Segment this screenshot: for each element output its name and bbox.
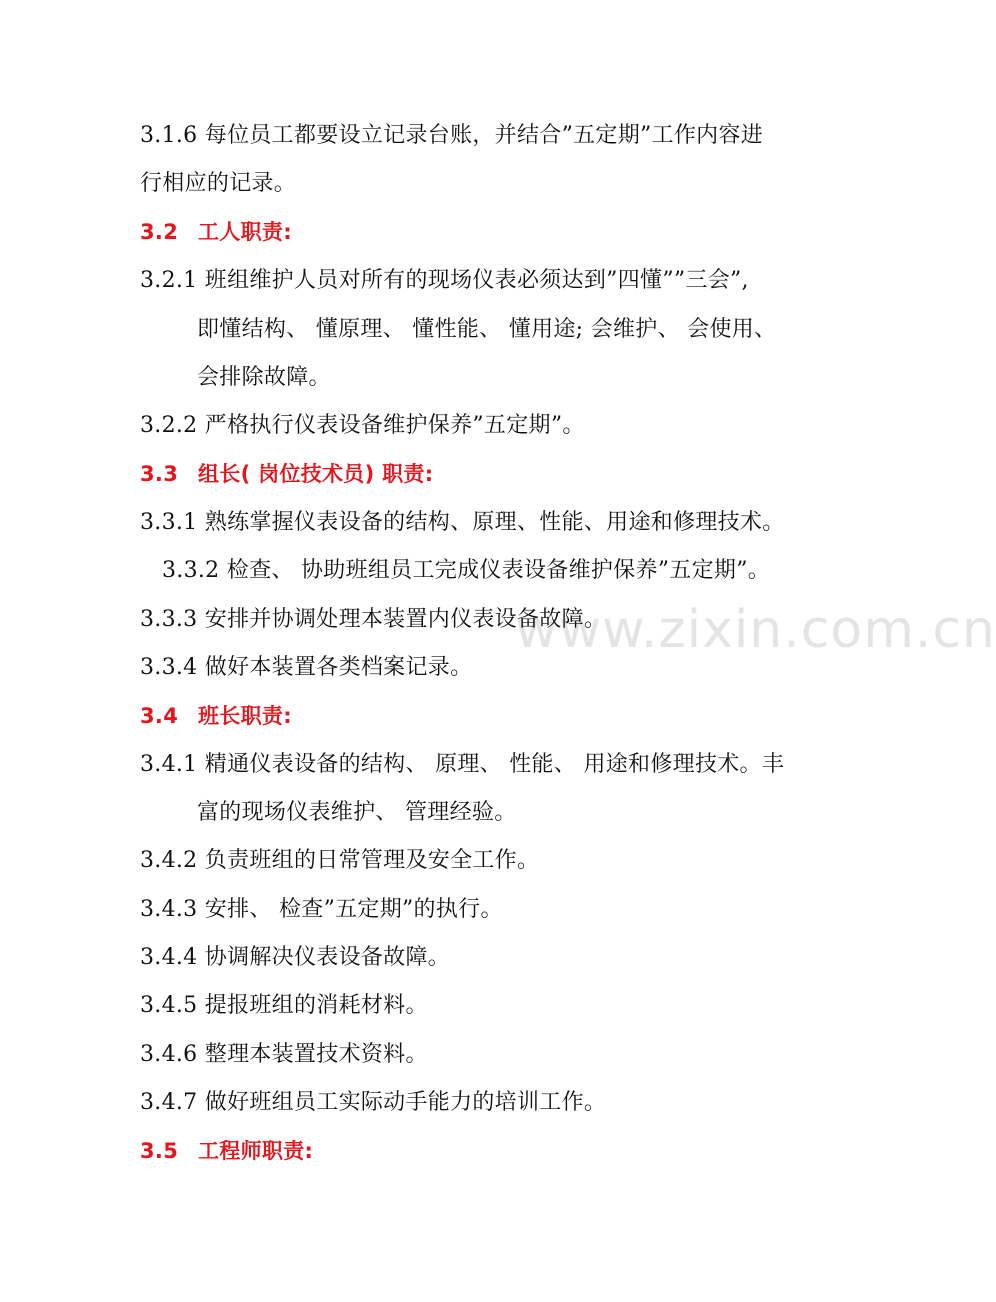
paragraph-3-4-6: 3.4.6 整理本装置技术资料。 — [140, 1042, 428, 1067]
section-heading-3-2 — [140, 217, 292, 247]
section-heading-3-4 — [140, 701, 292, 731]
paragraph-3-3-1: 3.3.1 熟练掌握仪表设备的结构、原理、性能、用途和修理技术。 — [140, 510, 785, 535]
paragraph-3-4-5: 3.4.5 提报班组的消耗材料。 — [140, 993, 428, 1018]
paragraph-3-2-1: 3.2.1 班组维护人员对所有的现场仪表必须达到”四懂””三会”, — [140, 268, 749, 293]
paragraph-3-4-3: 3.4.3 安排、 检查”五定期”的执行。 — [140, 897, 503, 922]
section-title: 工人职责: — [198, 220, 292, 244]
paragraph-3-4-4: 3.4.4 协调解决仪表设备故障。 — [140, 945, 451, 970]
paragraph-3-3-4: 3.3.4 做好本装置各类档案记录。 — [140, 655, 473, 680]
paragraph-3-4-1-cont: 富的现场仪表维护、 管理经验。 — [197, 800, 517, 825]
paragraph-3-3-2: 3.3.2 检查、 协助班组员工完成仪表设备维护保养”五定期”。 — [162, 558, 771, 583]
section-number: 3.5 — [140, 1139, 179, 1163]
paragraph-3-3-3: 3.3.3 安排并协调处理本装置内仪表设备故障。 — [140, 607, 607, 632]
paragraph-3-4-1: 3.4.1 精通仪表设备的结构、 原理、 性能、 用途和修理技术。丰 — [140, 752, 785, 777]
section-number: 3.3 — [140, 462, 179, 486]
paragraph-3-4-2: 3.4.2 负责班组的日常管理及安全工作。 — [140, 848, 540, 873]
paragraph-3-1-6-cont: 行相应的记录。 — [140, 171, 297, 196]
section-number: 3.2 — [140, 220, 179, 244]
section-title: 工程师职责: — [198, 1139, 314, 1163]
section-number: 3.4 — [140, 704, 179, 728]
section-heading-3-5 — [140, 1136, 313, 1166]
section-title: 组长( 岗位技术员) 职责: — [198, 462, 434, 486]
watermark: www.zixin.com.cn — [515, 600, 996, 660]
paragraph-3-2-2: 3.2.2 严格执行仪表设备维护保养”五定期”。 — [140, 413, 585, 438]
paragraph-3-1-6: 3.1.6 每位员工都要设立记录台账，并结合”五定期”工作内容进 — [140, 123, 764, 148]
paragraph-3-4-7: 3.4.7 做好班组员工实际动手能力的培训工作。 — [140, 1090, 607, 1115]
section-title: 班长职责: — [198, 704, 292, 728]
paragraph-3-2-1-cont2: 会排除故障。 — [197, 365, 331, 390]
paragraph-3-2-1-cont1: 即懂结构、 懂原理、 懂性能、 懂用途; 会维护、 会使用、 — [197, 317, 777, 342]
section-heading-3-3 — [140, 459, 433, 489]
